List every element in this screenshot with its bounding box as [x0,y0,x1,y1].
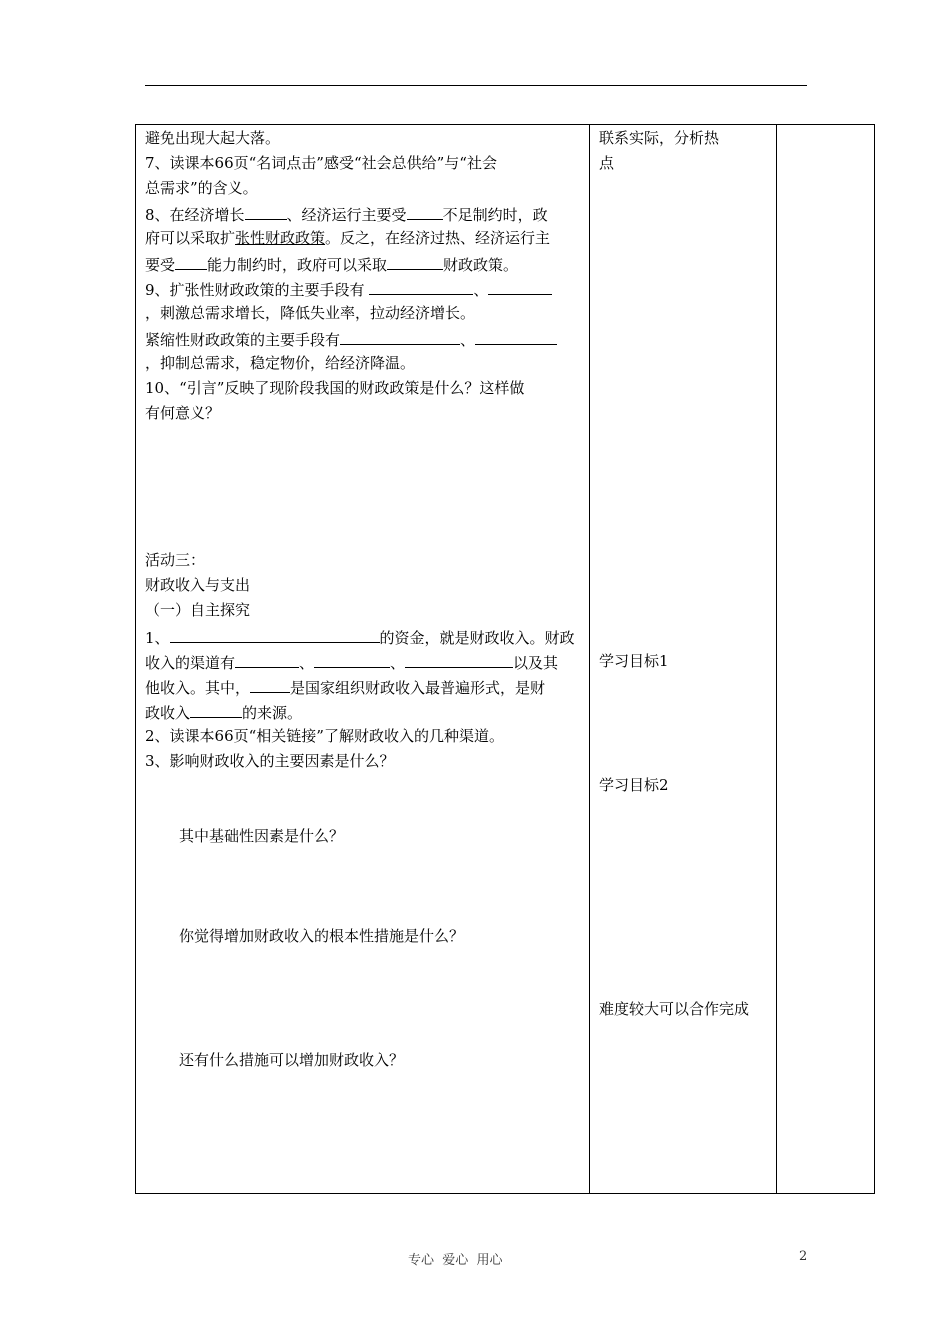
fill-blank[interactable] [387,251,443,270]
question-8 [145,201,548,228]
fill-blank[interactable] [314,649,390,668]
text-segment: 能力制约时，政府可以采取 [207,256,388,274]
text-line [145,699,302,726]
text-segment: 的来源。 [242,704,303,722]
note-text: 联系实际，分析热 [599,129,720,147]
text-line [145,226,550,251]
text-segment: 、 [460,331,476,349]
fill-blank[interactable] [475,326,557,345]
fill-blank[interactable] [488,276,552,295]
text-segment: 府可以采取扩 [145,229,236,247]
text-segment: 财政政策。 [443,256,519,274]
fill-blank[interactable] [407,201,443,220]
text-segment: 、 [390,654,406,672]
page-number: 2 [799,1249,808,1264]
fill-blank[interactable] [250,674,290,693]
text-line [145,674,545,701]
text-segment: 是国家组织财政收入最普遍形式，是财 [290,679,546,697]
fill-blank[interactable] [190,699,242,718]
question-2: 2、读课本66页“相关链接”了解财政收入的几种渠道。 [145,727,504,745]
section-title: 财政收入与支出 [145,576,251,594]
learning-goal-2: 学习目标2 [599,776,669,794]
fill-blank[interactable] [235,649,299,668]
note-text: 难度较大可以合作完成 [599,1000,750,1018]
question-7: 7、读课本66页“名词点击”感受“社会总供给”与“社会 [145,154,497,172]
sub-question: 其中基础性因素是什么？ [179,827,345,845]
column-divider-2 [776,125,777,1193]
note-text: 点 [599,154,615,172]
header-rule [145,85,807,86]
text-segment: 、 [299,654,315,672]
text-line: 有何意义？ [145,404,221,422]
sub-question: 你觉得增加财政收入的根本性措施是什么？ [179,927,465,945]
text-line: 总需求”的含义。 [145,179,258,197]
text-segment: 不足制约时，政 [442,206,548,224]
text-segment: 要受 [145,256,176,274]
underlined-term: 张性财政政策 [235,229,326,247]
question-10: 10、“引言”反映了现阶段我国的财政政策是什么？这样做 [145,379,525,397]
text-line: ，抑制总需求，稳定物价，给经济降温。 [145,354,416,372]
text-line: ，刺激总需求增长，降低失业率，拉动经济增长。 [145,304,476,322]
sub-question: 还有什么措施可以增加财政收入？ [179,1051,405,1069]
column-divider-1 [589,125,590,1193]
subsection-title: （一）自主探究 [145,601,251,619]
text-segment: 。反之，在经济过热、经济运行主 [325,229,551,247]
text-segment: 1、 [145,629,170,647]
text-line [145,326,557,353]
text-line [145,649,558,676]
fill-blank[interactable] [170,624,380,643]
fill-blank[interactable] [405,649,513,668]
text-segment: 政收入 [145,704,191,722]
fill-blank[interactable] [175,251,207,270]
text-line: 避免出现大起大落。 [145,129,281,147]
text-segment: 收入的渠道有 [145,654,236,672]
fill-blank[interactable] [340,326,460,345]
text-line [145,251,518,278]
question-3: 3、影响财政收入的主要因素是什么？ [145,752,395,770]
text-segment: 的资金，就是财政收入。财政 [379,629,575,647]
footer-motto: 专心 爱心 用心 [408,1253,503,1268]
text-segment: 以及其 [513,654,559,672]
fill-blank[interactable] [369,276,473,295]
activity-heading: 活动三： [145,551,206,569]
text-segment: 8、在经济增长 [145,206,245,224]
text-segment: 9、扩张性财政政策的主要手段有 [145,281,370,299]
text-segment: 他收入。其中， [145,679,251,697]
text-segment: 、 [473,281,489,299]
learning-goal-1: 学习目标1 [599,652,669,670]
question-1 [145,624,575,651]
text-segment: 、经济运行主要受 [286,206,407,224]
worksheet-table [135,124,875,1194]
text-segment: 紧缩性财政政策的主要手段有 [145,331,341,349]
fill-blank[interactable] [245,201,287,220]
question-9 [145,276,552,303]
